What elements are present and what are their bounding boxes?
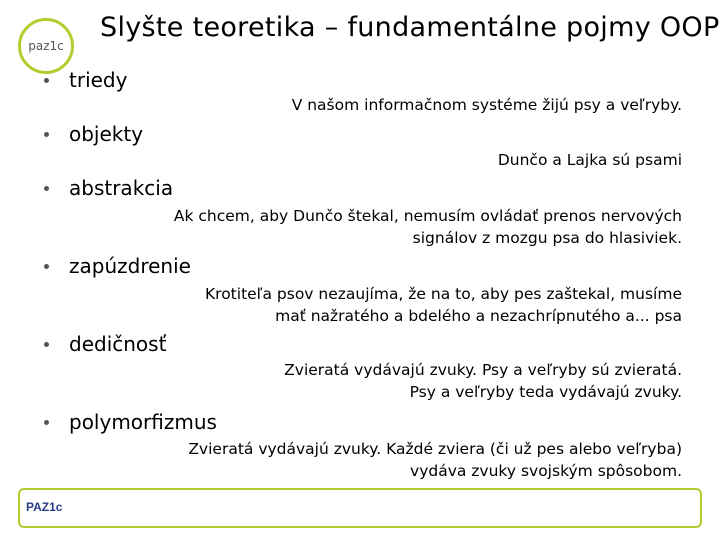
description-line: Zvieratá vydávajú zvuky. Každé zviera (či už pes alebo veľryba) bbox=[188, 440, 682, 458]
course-badge-label: paz1c bbox=[28, 39, 64, 53]
bullet-description bbox=[498, 149, 682, 171]
bullet-description bbox=[205, 283, 682, 327]
description-line: Dunčo a Lajka sú psami bbox=[497, 151, 682, 169]
description-line: Zvieratá vydávajú zvuky. Psy a veľryby sú zvieratá. bbox=[284, 361, 682, 379]
slide-title: Slyšte teoretika – fundamentálne pojmy OOP bbox=[100, 12, 720, 43]
footer-label: PAZ1c bbox=[26, 500, 63, 514]
bullet-item-dedicnost bbox=[44, 332, 166, 356]
bullet-icon bbox=[44, 132, 49, 137]
bullet-label: objekty bbox=[69, 122, 144, 146]
bullet-icon bbox=[44, 342, 49, 347]
description-line: mať nažratého a bdelého a nezachrípnutého a... psa bbox=[275, 307, 682, 325]
bullet-item-abstrakcia bbox=[44, 176, 173, 200]
course-badge bbox=[18, 18, 74, 74]
bullet-icon bbox=[44, 78, 49, 83]
bullet-icon bbox=[44, 264, 49, 269]
footer-bar bbox=[18, 488, 702, 528]
description-line: Krotiteľa psov nezaujíma, že na to, aby pes zaštekal, musíme bbox=[205, 285, 682, 303]
bullet-label: polymorfizmus bbox=[69, 410, 217, 434]
description-line: V našom informačnom systéme žijú psy a veľryby. bbox=[291, 96, 682, 114]
description-line: Psy a veľryby teda vydávajú zvuky. bbox=[409, 383, 682, 401]
bullet-description bbox=[188, 438, 682, 482]
bullet-description bbox=[174, 205, 682, 249]
bullet-label: triedy bbox=[69, 68, 128, 92]
bullet-description bbox=[284, 359, 682, 403]
bullet-label: dedičnosť bbox=[69, 332, 167, 356]
bullet-item-polymorfizmus bbox=[44, 410, 217, 434]
bullet-description bbox=[292, 94, 682, 116]
bullet-label: abstrakcia bbox=[69, 176, 174, 200]
bullet-item-zapuzdrenie bbox=[44, 254, 191, 278]
bullet-icon bbox=[44, 186, 49, 191]
description-line: signálov z mozgu psa do hlasiviek. bbox=[412, 229, 682, 247]
description-line: Ak chcem, aby Dunčo štekal, nemusím ovládať prenos nervových bbox=[173, 207, 682, 225]
bullet-item-objekty bbox=[44, 122, 143, 146]
bullet-item-triedy bbox=[44, 68, 127, 92]
bullet-label: zapúzdrenie bbox=[69, 254, 191, 278]
description-line: vydáva zvuky svojským spôsobom. bbox=[410, 462, 682, 480]
bullet-icon bbox=[44, 420, 49, 425]
